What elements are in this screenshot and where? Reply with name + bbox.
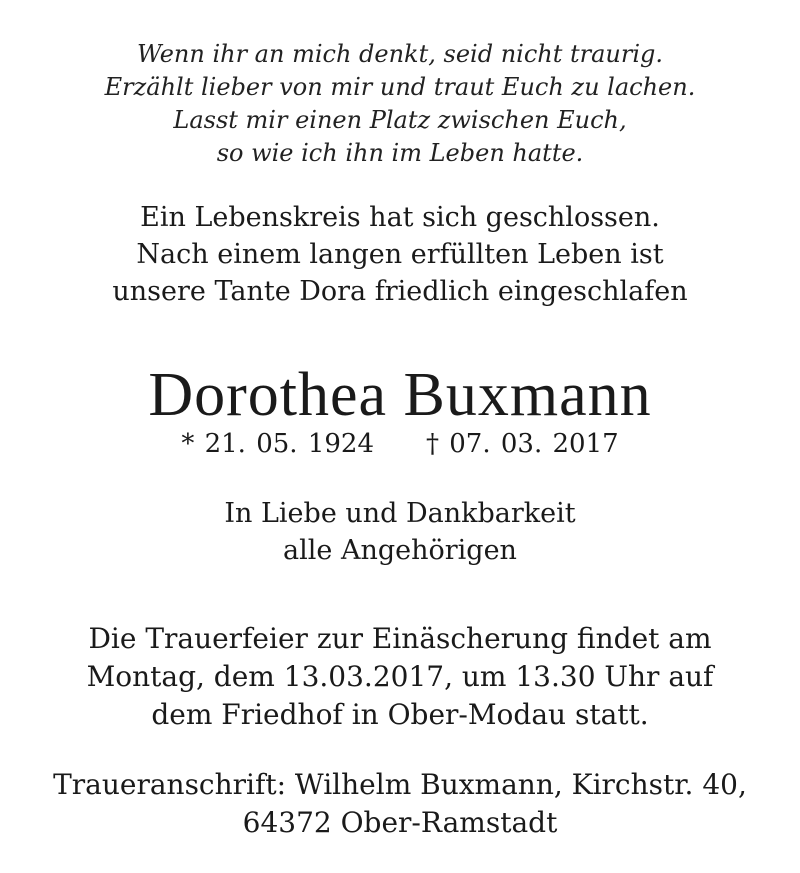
family-signature bbox=[0, 495, 800, 569]
poem-line: Erzählt lieber von mir und traut Euch zu lachen. bbox=[104, 73, 696, 101]
deceased-name: Dorothea Buxmann bbox=[148, 361, 652, 429]
ceremony-line: Montag, dem 13.03.2017, um 13.30 Uhr auf bbox=[86, 660, 714, 693]
ceremony-line: dem Friedhof in Ober-Modau statt. bbox=[151, 698, 649, 731]
birth-date: * 21. 05. 1924 bbox=[181, 429, 374, 459]
intro-text bbox=[0, 199, 800, 310]
ceremony-info bbox=[0, 620, 800, 734]
poem-line: so wie ich ihn im Leben hatte. bbox=[216, 139, 584, 167]
memorial-poem bbox=[0, 38, 800, 170]
death-date: † 07. 03. 2017 bbox=[426, 429, 619, 459]
intro-line: unsere Tante Dora friedlich eingeschlafen bbox=[112, 276, 688, 307]
family-line: alle Angehörigen bbox=[283, 535, 517, 566]
address-line: Traueranschrift: Wilhelm Buxmann, Kirchstr. 40, bbox=[53, 768, 747, 801]
poem-line: Wenn ihr an mich denkt, seid nicht traurig. bbox=[136, 40, 664, 68]
poem-line: Lasst mir einen Platz zwischen Euch, bbox=[173, 106, 627, 134]
intro-line: Ein Lebenskreis hat sich geschlossen. bbox=[140, 202, 660, 233]
address-line: 64372 Ober-Ramstadt bbox=[242, 806, 558, 839]
intro-line: Nach einem langen erfüllten Leben ist bbox=[136, 239, 664, 270]
life-dates bbox=[0, 424, 800, 464]
ceremony-line: Die Trauerfeier zur Einäscherung findet am bbox=[88, 622, 712, 655]
mourning-address bbox=[0, 766, 800, 842]
family-line: In Liebe und Dankbarkeit bbox=[224, 498, 576, 529]
